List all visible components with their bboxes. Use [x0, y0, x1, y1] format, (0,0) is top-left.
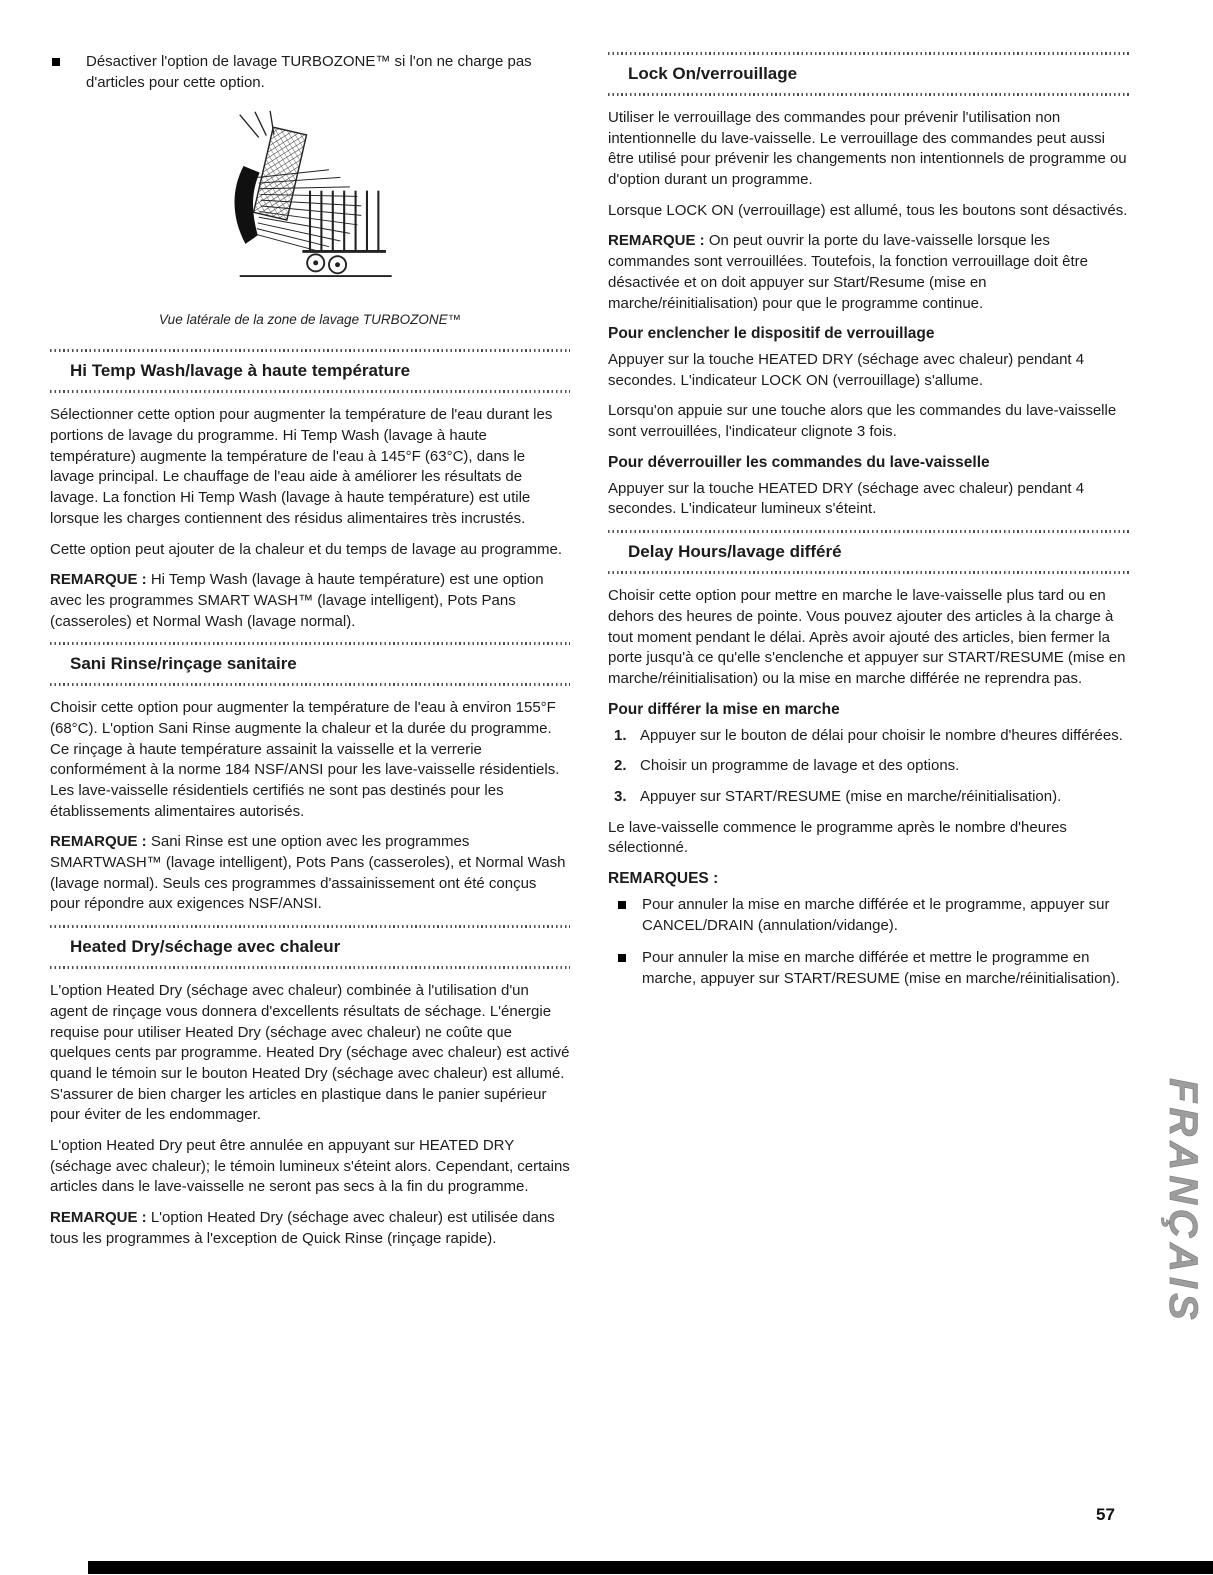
subsection-title: Pour différer la mise en marche: [608, 700, 840, 718]
note-text: Hi Temp Wash (lavage à haute température) est une option avec les programmes SMART WASH™ (lavage intelligent), Pots Pans (casseroles) et Normal Wash (lavage normal).: [50, 571, 544, 630]
bottom-black-bar: [88, 1561, 1213, 1574]
turbozone-figure-illustration: [215, 109, 405, 297]
note-paragraph: [608, 231, 1129, 314]
step-number: 2.: [614, 757, 627, 775]
note-paragraph: [50, 1208, 570, 1249]
right-column: [608, 52, 1129, 1259]
dotted-rule: [50, 390, 570, 393]
dotted-rule: [50, 966, 570, 969]
list-item: [608, 948, 1129, 989]
note-text: Sani Rinse est une option avec les programmes SMARTWASH™ (lavage intelligent), Pots Pans (casseroles), et Normal Wash (lavage normal). Seuls ces programmes d'assainissement ont été conçus pour répondre aux exigences NSF/ANSI.: [50, 833, 566, 913]
bullet-text: Désactiver l'option de lavage TURBOZONE™ si l'on ne charge pas d'articles pour cette option.: [86, 53, 532, 91]
step-number: 1.: [614, 726, 627, 744]
section-header-lock: [608, 52, 1129, 96]
step-text: Appuyer sur le bouton de délai pour choisir le nombre d'heures différées.: [640, 726, 1123, 744]
paragraph: Lorsqu'on appuie sur une touche alors que les commandes du lave-vaisselle sont verrouillées, l'indicateur clignote 3 fois.: [608, 402, 1117, 441]
dotted-rule: [608, 571, 1129, 574]
section-header-sani: [50, 642, 570, 686]
notes-label: REMARQUES :: [608, 869, 719, 887]
bullet-square-icon: [52, 58, 60, 66]
section-title: Heated Dry/séchage avec chaleur: [70, 937, 341, 957]
figure-caption: Vue latérale de la zone de lavage TURBOZONE™: [158, 312, 462, 328]
section-header-hitemp: [50, 349, 570, 393]
note-paragraph: [50, 570, 570, 632]
paragraph: Sélectionner cette option pour augmenter la température de l'eau durant les portions de lavage du programme. Hi Temp Wash (lavage à haute température) augmente la température de l'eau à 145°F (63°C), dans le lavage principal. Le chauffage de l'eau aide à améliorer les résultats de lavage. La fonction Hi Temp Wash (lavage à haute température) est utile lorsque les charges contiennent des résidus alimentaires très incrustés.: [50, 406, 553, 527]
paragraph: L'option Heated Dry (séchage avec chaleur) combinée à l'utilisation d'un agent de rinçage vous donnera d'excellents résultats de séchage. L'énergie requise pour utiliser Heated Dry (séchage avec chaleur) ne coûte que quelques cents par programme. Heated Dry (séchage avec chaleur) est activé quand le témoin sur le bouton Heated Dry (séchage avec chaleur) est allumé. S'assurer de bien charger les articles en plastique dans le panier supérieur pour éviter de les endommager.: [50, 982, 570, 1124]
page-number: 57: [1096, 1505, 1115, 1524]
list-item: [608, 895, 1129, 936]
section-header-heated: [50, 925, 570, 969]
bullet-square-icon: [618, 901, 626, 909]
note-label: REMARQUE :: [50, 833, 147, 851]
paragraph: Lorsque LOCK ON (verrouillage) est allumé, tous les boutons sont désactivés.: [608, 201, 1128, 219]
note-paragraph: [50, 832, 570, 915]
note-label: REMARQUE :: [608, 232, 705, 250]
bullet-square-icon: [618, 954, 626, 962]
note-label: REMARQUE :: [50, 1209, 147, 1226]
bullet-text: Pour annuler la mise en marche différée et le programme, appuyer sur CANCEL/DRAIN (annulation/vidange).: [642, 895, 1110, 934]
paragraph: Choisir cette option pour mettre en marche le lave-vaisselle plus tard ou en dehors des heures de pointe. Vous pouvez ajouter des articles à la charge à tout moment pendant le délai. Après avoir ajouté des articles, bien fermer la porte jusqu'à ce qu'elle s'enclenche et appuyer sur START/RESUME (mise en marche/réinitialisation) ou la mise en marche différée ne reprendra pas.: [608, 587, 1126, 687]
step-number: 3.: [614, 787, 627, 805]
paragraph: Le lave-vaisselle commence le programme après le nombre d'heures sélectionné.: [608, 818, 1067, 857]
subsection-title: Pour déverrouiller les commandes du lave-vaisselle: [608, 453, 990, 471]
paragraph: Appuyer sur la touche HEATED DRY (séchage avec chaleur) pendant 4 secondes. L'indicateur lumineux s'éteint.: [608, 479, 1085, 518]
left-column: [50, 52, 570, 1259]
paragraph: Cette option peut ajouter de la chaleur et du temps de lavage au programme.: [50, 540, 562, 558]
section-title: Delay Hours/lavage différé: [628, 542, 842, 562]
section-title: Sani Rinse/rinçage sanitaire: [70, 654, 297, 674]
note-text: L'option Heated Dry (séchage avec chaleur) est utilisée dans tous les programmes à l'exception de Quick Rinse (rinçage rapide).: [50, 1209, 555, 1247]
step-text: Appuyer sur START/RESUME (mise en marche/réinitialisation).: [640, 787, 1062, 805]
paragraph: Choisir cette option pour augmenter la température de l'eau à environ 155°F (68°C). L'option Sani Rinse augmente la chaleur et la durée du programme. Ce rinçage à haute température assainit la vaisselle et la verrerie conformément à la norme 184 NSF/ANSI pour les lave-vaisselle résidentiels. Les lave-vaisselle résidentiels certifiés ne sont pas destinés pour les établissements alimentaires autorisés.: [50, 699, 560, 820]
paragraph: L'option Heated Dry peut être annulée en appuyant sur HEATED DRY (séchage avec chaleur); le témoin lumineux s'éteint alors. Cependant, certains articles dans le lave-vaisselle ne seront pas secs à la fin du programme.: [50, 1136, 570, 1196]
paragraph: Appuyer sur la touche HEATED DRY (séchage avec chaleur) pendant 4 secondes. L'indicateur LOCK ON (verrouillage) s'allume.: [608, 351, 1085, 389]
numbered-step: [614, 726, 1129, 747]
bullet-text: Pour annuler la mise en marche différée et mettre le programme en marche, appuyer sur START/RESUME (mise en marche/réinitialisation).: [642, 949, 1120, 987]
paragraph: Utiliser le verrouillage des commandes pour prévenir l'utilisation non intentionnelle du lave-vaisselle. Le verrouillage des commandes peut aussi être utilisé pour prévenir les changements non intentionnels de programme ou d'option durant un programme.: [608, 109, 1127, 189]
section-title: Lock On/verrouillage: [628, 64, 798, 83]
dotted-rule: [608, 93, 1129, 96]
francais-side-tab-label: FRANÇAIS: [1161, 1078, 1205, 1325]
numbered-step: [614, 787, 1129, 808]
dotted-rule: [50, 683, 570, 686]
note-text: On peut ouvrir la porte du lave-vaisselle lorsque les commandes sont verrouillées. Toutefois, la fonction verrouillage doit être désactivée et on doit appuyer sur Start/Resume (mise en marche/réinitialisation) pour que le programme continue.: [608, 232, 1088, 312]
turbozone-figure: [50, 109, 570, 302]
numbered-step: [614, 756, 1129, 777]
section-title: Hi Temp Wash/lavage à haute température: [70, 361, 411, 381]
subsection-title: Pour enclencher le dispositif de verrouillage: [608, 325, 935, 343]
section-header-delay: [608, 530, 1129, 574]
list-item: [50, 52, 570, 93]
step-text: Choisir un programme de lavage et des options.: [640, 757, 960, 775]
note-label: REMARQUE :: [50, 571, 147, 589]
